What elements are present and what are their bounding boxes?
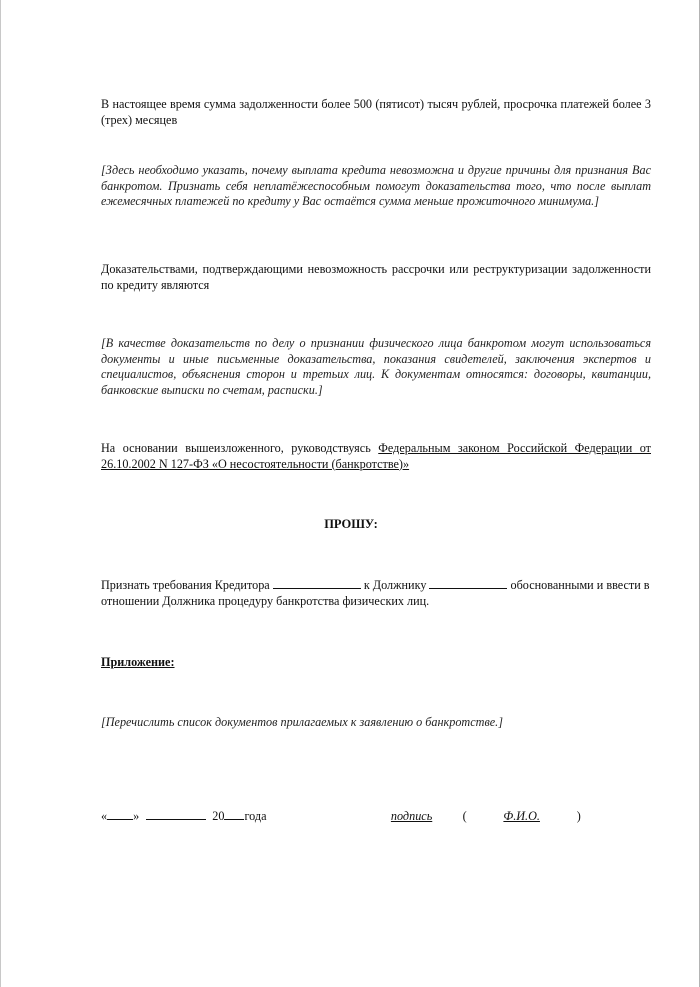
name-label: Ф.И.О. — [503, 809, 540, 823]
paren-open: ( — [462, 809, 467, 823]
quote-open: « — [101, 809, 108, 823]
evidence-hint-paragraph: [В качестве доказательств по делу о признании физического лица банкротом могут использоваться документы и иные письменные доказательства, показания свидетелей, заключения экспертов и специалистов, объяснения сторон и третьих лиц. К документам относятся: договоры, квитанции, банковские выписки по счетам, расписки.] — [101, 336, 651, 397]
evidence-intro-paragraph: Доказательствами, подтверждающими невозможность рассрочки или реструктуризации задолженности по кредиту являются — [101, 262, 651, 292]
signature-label: подпись — [390, 809, 433, 823]
request-part-1: Признать требования Кредитора — [101, 578, 273, 592]
year-prefix: 20 — [212, 809, 225, 823]
federal-law-link[interactable]: Федеральным законом Российской Федерации от 26.10.2002 N 127-ФЗ «О несостоятельности (банкротстве)» — [101, 441, 651, 471]
request-heading: ПРОШУ: — [324, 517, 378, 531]
basis-paragraph — [101, 441, 651, 472]
request-paragraph — [101, 577, 651, 609]
debtor-blank[interactable] — [429, 577, 507, 589]
quote-close: » — [133, 809, 140, 823]
month-blank[interactable] — [146, 808, 206, 820]
debt-amount-paragraph: В настоящее время сумма задолженности более 500 (пятисот) тысяч рублей, просрочка платежей более 3 (трех) месяцев — [101, 97, 651, 127]
paren-close: ) — [576, 809, 581, 823]
signature-row — [101, 808, 661, 824]
basis-prefix: На основании вышеизложенного, руководствуясь — [101, 441, 379, 455]
day-blank[interactable] — [107, 808, 133, 820]
request-part-2: к Должнику — [360, 578, 430, 592]
year-suffix: года — [244, 809, 267, 823]
reasons-hint-paragraph: [Здесь необходимо указать, почему выплата кредита невозможна и другие причины для признания Вас банкротом. Признать себя неплатёжеспособным помогут доказательства того, что после выплат ежемесячных платежей по кредиту у Вас остаётся сумма меньше прожиточного минимума.] — [101, 163, 651, 208]
request-part-3: обоснованными и ввести в отношении Должника процедуру банкротства физических лиц. — [101, 578, 650, 608]
creditor-blank[interactable] — [273, 577, 361, 589]
attachment-heading: Приложение: — [101, 655, 175, 669]
year-blank[interactable] — [224, 808, 244, 820]
attachment-hint: [Перечислить список документов прилагаемых к заявлению о банкротстве.] — [101, 715, 503, 729]
